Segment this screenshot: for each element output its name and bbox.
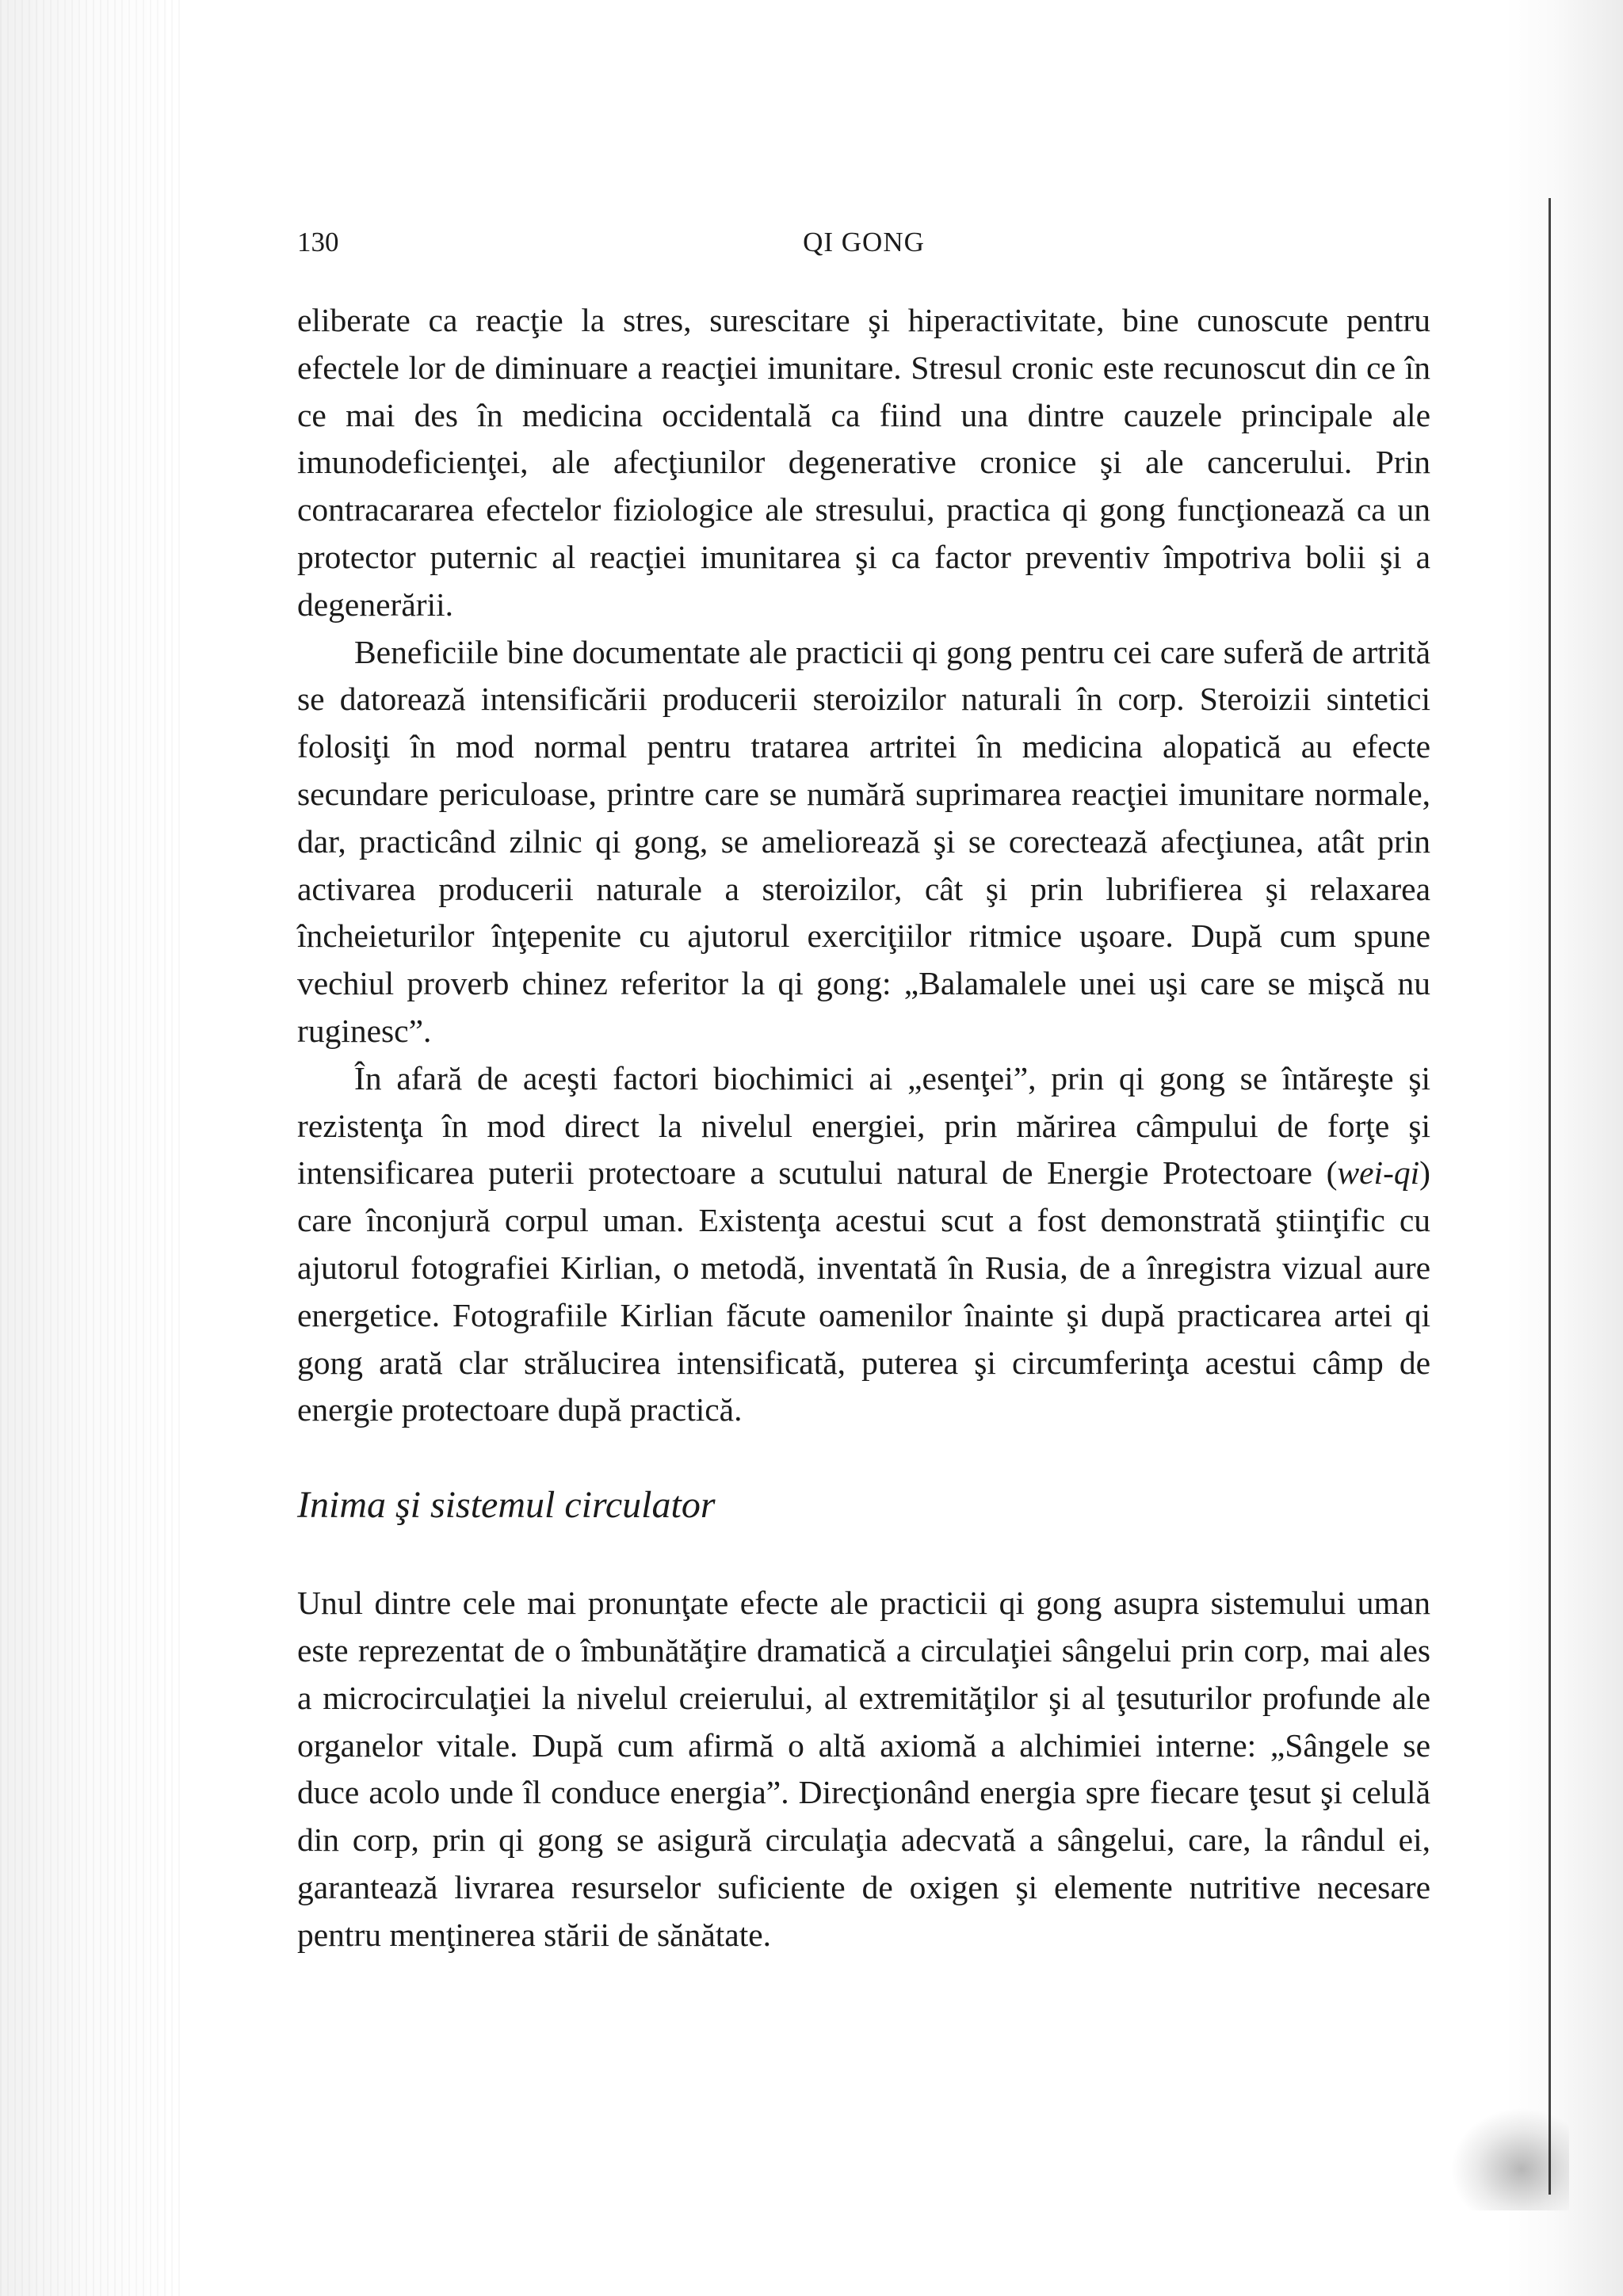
paragraph-3-term: wei-qi [1337, 1154, 1420, 1192]
paragraph-3 [297, 1055, 1430, 1434]
page-body [297, 297, 1430, 1959]
paragraph-3-after: ) care înconjură corpul uman. Existenţa acestui scut a fost demonstrată ştiinţific cu ajutorul fotografiei Kirlian, o metodă, inventată în Rusia, de a înregistra vizual aure energetice. Fotografiile Kirlian făcute oamenilor înainte şi după practicarea artei qi gong arată clar strălucirea intensificată, puterea şi circumferinţa acestui câmp de energie protectoare după practică. [297, 1154, 1430, 1428]
paragraph-1: eliberate ca reacţie la stres, surescitare şi hiperactivitate, bine cunoscute pentru efectele lor de diminuare a reacţiei imunitare. Stresul cronic este recunoscut din ce în ce mai des în medicina occidentală ca fiind una dintre cauzele principale ale imunodeficienţei, ale afecţiunilor degenerative cronice şi ale cancerului. Prin contracararea efectelor fiziologice ale stresului, practica qi gong funcţionează ca un protector puternic al reacţiei imunitarea şi ca factor preventiv împotriva bolii şi a degenerării. [297, 302, 1430, 623]
page-header [297, 227, 1430, 266]
paragraph-3-before: În afară de aceşti factori biochimici ai „esenţei”, prin qi gong se întăreşte şi rezistenţa în mod direct la nivelul energiei, prin mărirea câmpului de forţe şi intensificarea puterii protectoare a scutului natural de Energie Protectoare ( [297, 1059, 1430, 1192]
section-paragraph: Unul dintre cele mai pronunţate efecte ale practicii qi gong asupra sistemului uman este reprezentat de o îmbunătăţire dramatică a circulaţiei sângelui prin corp, mai ales a microcirculaţiei la nivelul creierului, al extremităţilor şi al ţesuturilor profunde ale organelor vitale. După cum afirmă o altă axiomă a alchimiei interne: „Sângele se duce acolo unde îl conduce energia”. Direcţionând energia spre fiecare ţesut şi celulă din corp, prin qi gong se asigură circulaţia adecvată a sângelui, care, la rândul ei, garantează livrarea resurselor suficiente de oxigen şi elemente nutritive necesare pentru menţinerea stării de sănătate. [297, 1585, 1430, 1953]
page-edge-line [1549, 198, 1551, 2195]
scan-smudge [1450, 2107, 1569, 2210]
scan-shadow-right [1504, 0, 1623, 2296]
section-heading: Inima şi sistemul circulator [297, 1484, 716, 1527]
running-title: QI GONG [803, 227, 925, 257]
paragraph-2: Beneficiile bine documentate ale practicii qi gong pentru cei care suferă de artrită se datorează intensificării producerii steroizilor naturali în corp. Steroizii sintetici folosiţi în mod normal pentru tratarea artritei în medicina alopatică au efecte secundare periculoase, printre care se numără suprimarea reacţiei imunitare normale, dar, practicând zilnic qi gong, se ameliorează şi se corectează afecţiunea, atât prin activarea producerii naturale a steroizilor, cât şi prin lubrifierea şi relaxarea încheieturilor înţepenite cu ajutorul exerciţiilor ritmice uşoare. După cum spune vechiul proverb chinez referitor la qi gong: „Balamalele unei uşi care se mişcă nu ruginesc”. [297, 633, 1430, 1049]
scan-shadow-left [0, 0, 182, 2296]
page-number: 130 [297, 227, 339, 257]
